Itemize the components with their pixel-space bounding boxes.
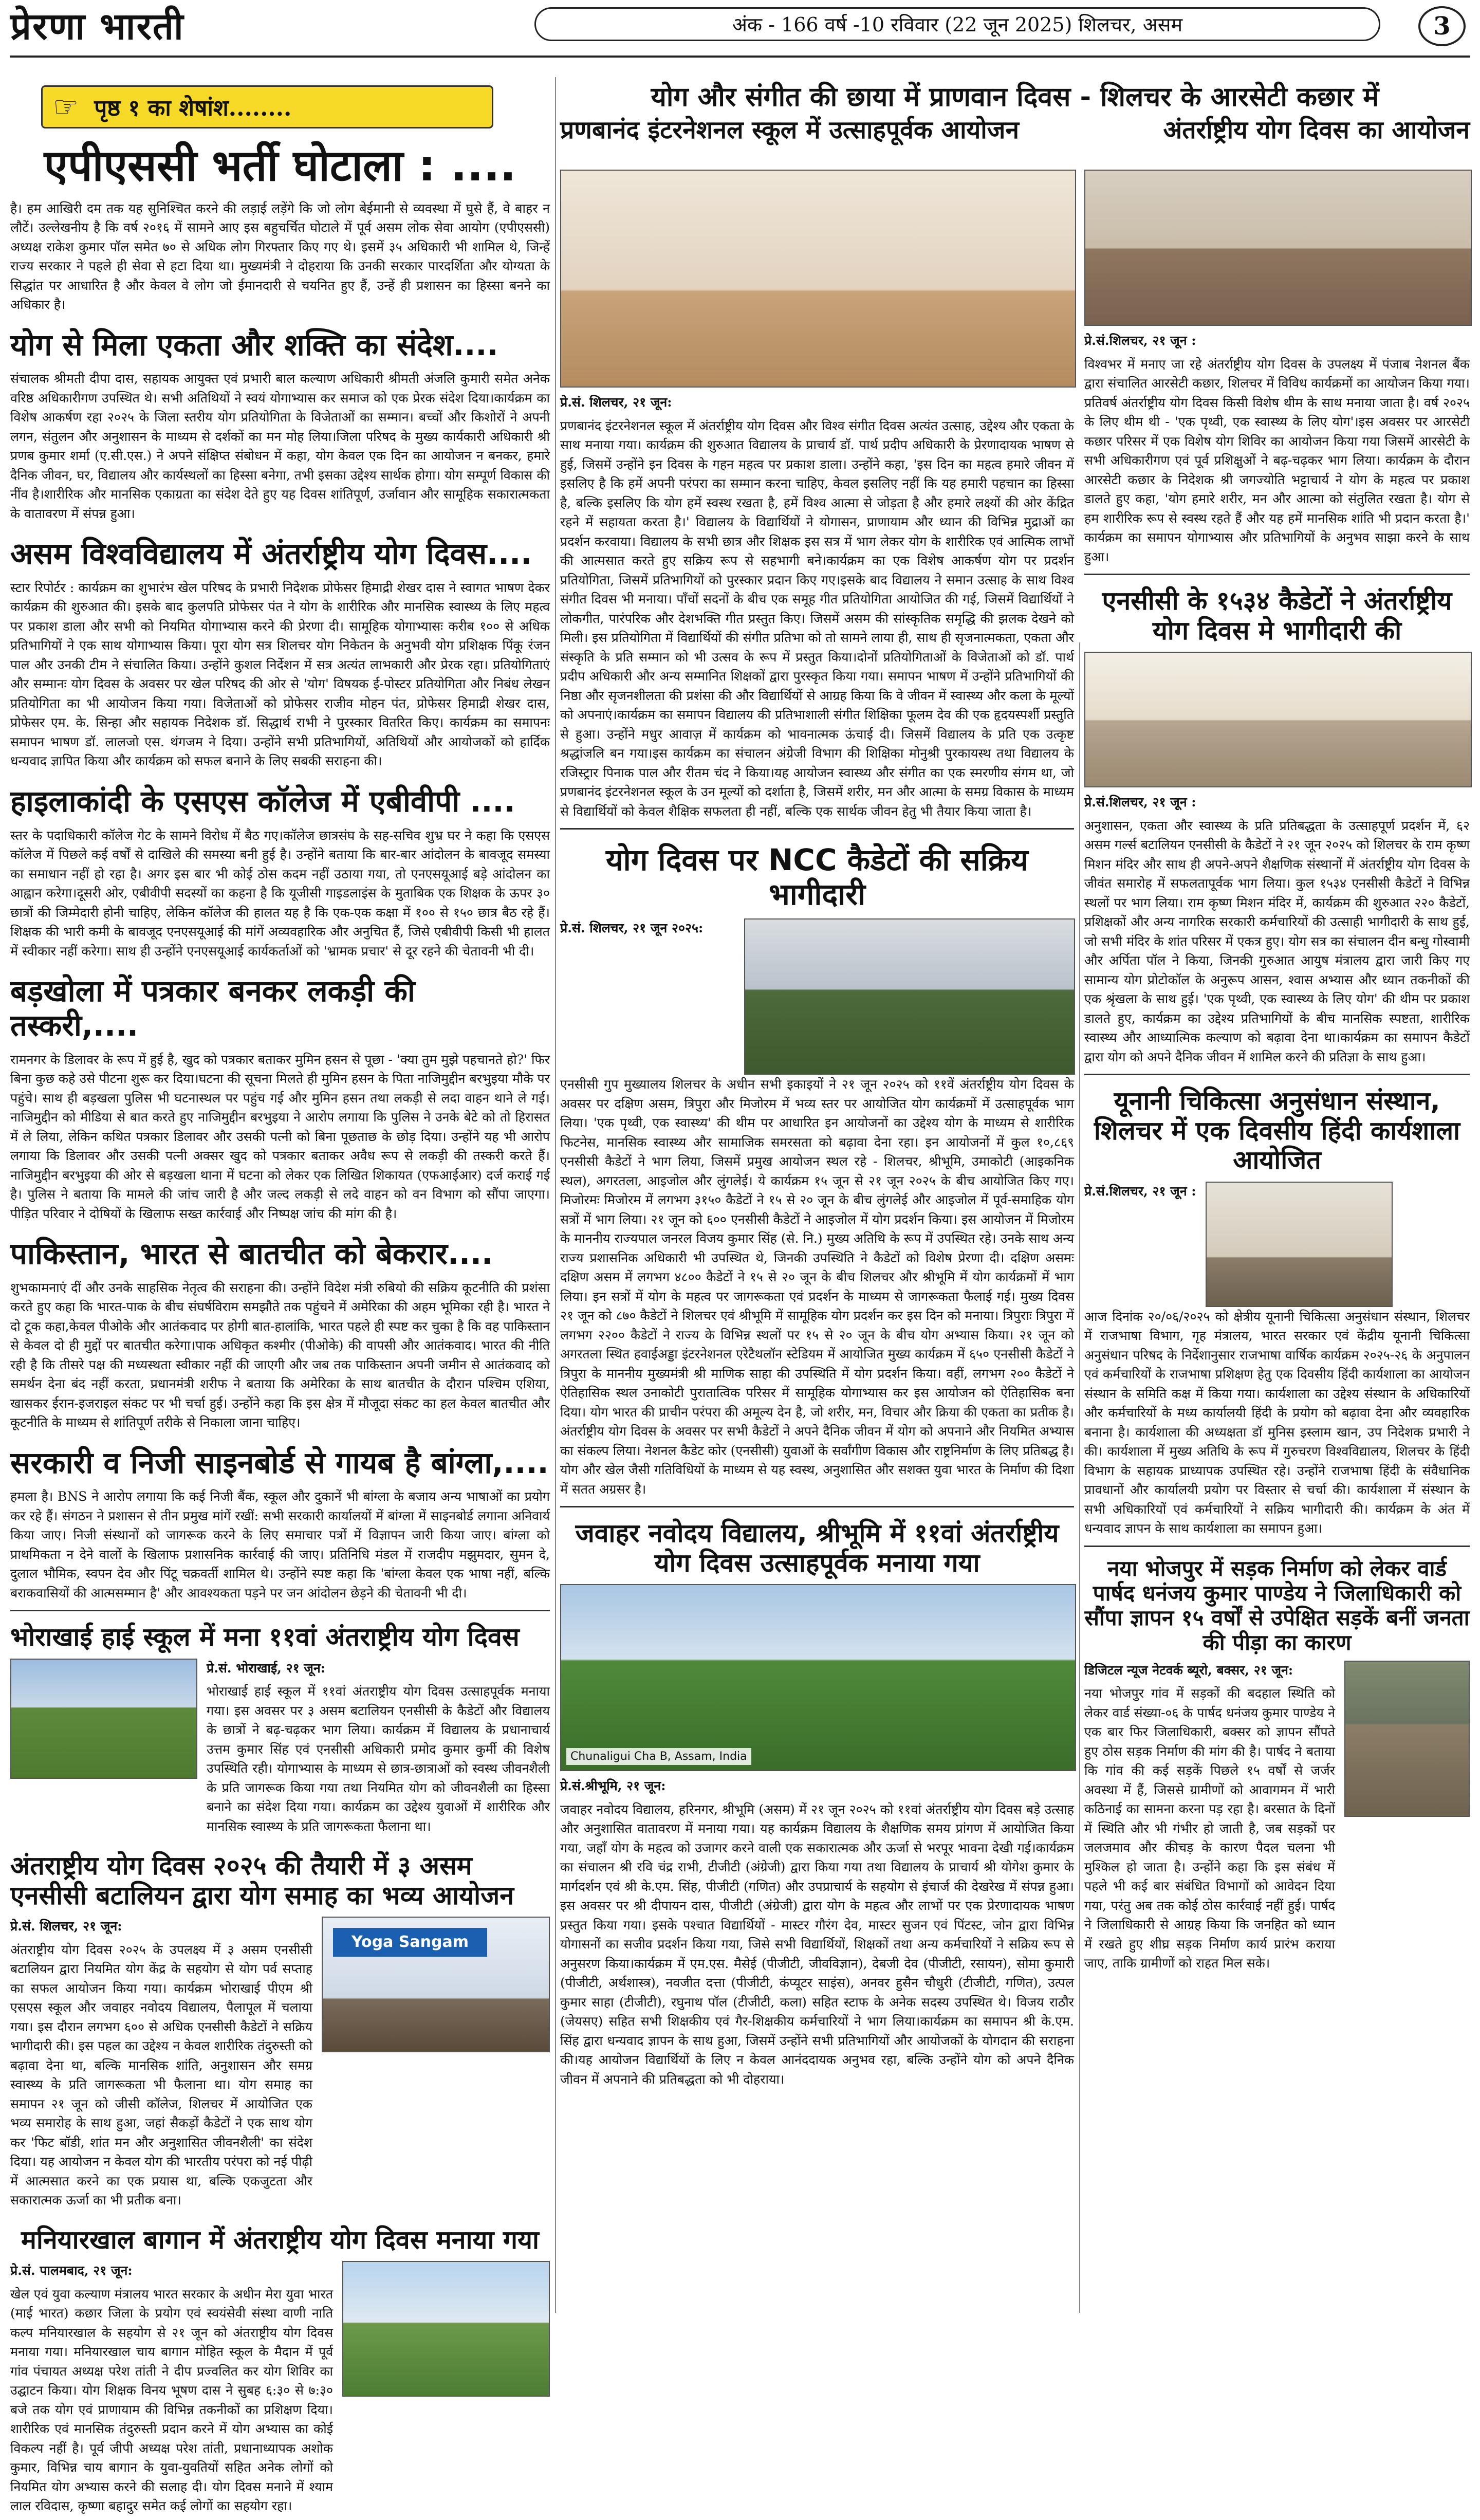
dateline: प्रे.सं.शिलचर, २१ जून : xyxy=(1084,1183,1196,1199)
story-body: खेल एवं युवा कल्याण मंत्रालय भारत सरकार के अधीन मेरा युवा भारत (माई भारत) कछार जिला के प्रयोग एवं स्वयंसेवी संस्था वाणी नाति कल्प मनियारखाल के सहयोग से २१ जून को अंतराष्ट्रीय योग दिवस मनाया गया। मनियारखाल चाय बागान मोहित स्कूल के मैदान में पूर्व गांव पंचायत अध्यक्ष परेश तांती ने दीप प्रज्वलित कर योग शिविर का उद्घाटन किया। योग शिक्षक विनय भूषण दास ने सुबह ६:३० से ७:३० बजे तक योग एवं प्राणायाम की विभिन्न तकनीकों का प्रशिक्षण दिया। शारीरिक एवं मानसिक तंदुरुस्ती प्रदान करने में योग अभ्यास का कोई विकल्प नहीं है। पूर्व जीपी अध्यक्ष परेश तांती, प्रधानाध्यापक अशोक कुमार, विभिन्न चाय बागान के युवा-युवतियों सहित अनेक लोगों को नियमित योग अभ्यास करने की सलाह दी। योग दिवस मनाने में श्याम लाल रविदास, कृष्णा बहादुर समेत कई लोगों का सहयोग रहा। xyxy=(10,2286,333,2514)
story-body: स्तर के पदाधिकारी कॉलेज गेट के सामने विरोध में बैठ गए।कॉलेज छात्रसंघ के सह-सचिव शुभ्र घर ने कहा कि एसएस कॉलेज में पिछले कई वर्षों से दाखिले की समस्या बनी हुई है। उन्होंने बताया कि बार-बार आंदोलन के बावजूद समस्या का समाधान नहीं हो रहा है। अगर इस बार भी कोई ठोस कदम नहीं उठाया गया, तो एनएसयूआई बड़े आंदोलन का आह्वान करेगा।दूसरी ओर, एबीवीपी सदस्यों का कहना है कि यूजीसी गाइडलाइंस के मुताबिक एक शिक्षक के ऊपर ३० छात्रों की जिम्मेदारी होनी चाहिए, लेकिन कॉलेज की हालत यह है कि एक-एक कक्षा में १०० से १५० छात्र बैठ रहे हैं। शिक्षक की भारी कमी के बावजूद एनएसयूआई की मांगें अव्यवहारिक और अनुचित हैं, जिसे एबीवीपी किसी भी हालत में स्वीकार नहीं करेगा। साथ ही उन्होंने एनएसयूआई कार्यकर्ताओं को 'भ्रामक प्रचार' से दूर रहने की चेतावनी भी दी। xyxy=(10,827,550,959)
dateline: प्रे.सं. भोराखाई, २१ जून: xyxy=(207,1660,325,1676)
middle-column xyxy=(560,170,1074,2313)
banner-headline-right: अंतर्राष्ट्रीय योग दिवस का आयोजन xyxy=(1163,115,1470,144)
story-body: नया भोजपुर गांव में सड़कों की बदहाल स्थिति को लेकर वार्ड संख्या-०६ के पार्षद धनंजय कुमार पाण्डेय ने एक बार फिर जिलाधिकारी, बक्सर को ज्ञापन सौंपते हुए ठोस सड़क निर्माण की मांग की है। पार्षद ने बताया कि गांव की कई सड़कें पिछले १५ वर्षों से जर्जर अवस्था में हैं, जिससे ग्रामीणों को आवागमन में भारी कठिनाई का सामना करना पड़ रहा है। बरसात के दिनों में स्थिति और भी गंभीर हो जाती है, जब सड़कों पर जलजमाव और कीचड़ के कारण पैदल चलना भी मुश्किल हो जाता है। उन्होंने कहा कि इस संबंध में पहले भी कई बार संबंधित विभागों को आवेदन दिया गया, परंतु अब तक कोई ठोस कार्रवाई नहीं हुई। पार्षद ने जिलाधिकारी से आग्रह किया कि जनहित को ध्यान में रखते हुए शीघ्र सड़क निर्माण कार्य प्रारंभ कराया जाए, ताकि ग्रामीणों को राहत मिल सके। xyxy=(1084,1686,1335,1971)
headline-bangla-signboard: सरकारी व निजी साइनबोर्ड से गायब है बांग्ला,.... xyxy=(10,1445,549,1480)
page-number: 3 xyxy=(1418,6,1466,46)
story-body: अंतराष्ट्रीय योग दिवस २०२५ के उपलक्ष्य में ३ असम एनसीसी बटालियन द्वारा नियमित योग केंद्र के सहयोग से योग पर्व सप्ताह का सफल आयोजन किया गया। कार्यक्रम भोराखाई पीएम श्री एसएस स्कूल और जवाहर नवोदय विद्यालय, पैलापूल में चलाया गया। इस दौरान लगभग ६०० से अधिक एनसीसी कैडेटों ने सक्रिय भागीदारी की। इस पहल का उद्देश्य न केवल शारीरिक तंदुरुस्ती को बढ़ावा देना था, बल्कि मानसिक शांति, अनुशासन और समग्र स्वास्थ्य के प्रति जागरूकता भी फैलाना था। योग समाह का समापन २१ जून को जीसी कॉलेज, शिलचर में आयोजित एक भव्य समारोह के साथ हुआ, जहां सैकड़ों कैडेटों ने एक साथ योग कर 'फिट बॉडी, शांत मन और अनुशासित जीवनशैली' का संदेश दिया। यह आयोजन न केवल योग की भारतीय परंपरा को नई पीढ़ी में आत्मसात करने का एक प्रयास था, बल्कि एकजुटता और सकारात्मक ऊर्जा का भी प्रतीक बना। xyxy=(10,1942,312,2208)
headline-bhojpur-road: नया भोजपुर में सड़क निर्माण को लेकर वार्ड पार्षद धनंजय कुमार पाण्डेय ने जिलाधिकारी को सौंपा ज्ञापन १५ वर्षों से उपेक्षित सड़कें बनीं जनता की पीड़ा का कारण xyxy=(1084,1555,1470,1656)
dateline: प्रे.सं.शिलचर, २१ जून : xyxy=(1084,795,1196,810)
photo-unani-workshop xyxy=(1206,1182,1393,1307)
story-body: प्रणबानंद इंटरनेशनल स्कूल में अंतर्राष्ट्रीय योग दिवस और विश्व संगीत दिवस अत्यंत उत्साह, उद्देश्य और एकता के साथ मनाया गया। कार्यक्रम की शुरुआत विद्यालय के प्राचार्य डॉ. पार्थ प्रदीप अधिकारी के प्रेरणादायक भाषण से हुई, जिसमें उन्होंने इन दिवस के गहन महत्व पर प्रकाश डाला। उन्होंने कहा, 'इस दिन का महत्व हमारे जीवन में इसलिए है कि हमें अपनी परंपरा का सम्मान करना चाहिए, केवल इसलिए नहीं कि यह हमारी पहचान का हिस्सा है, बल्कि इसलिए कि योग हमें स्वस्थ रखता है, हमें विश्व आत्मा से जोड़ता है और हमारे लक्ष्यों की ओर केंद्रित रहने में सहायता करता है।' विद्यालय के विद्यार्थियों ने योगासन, प्राणायाम और ध्यान की विभिन्न मुद्राओं का प्रदर्शन करवाया। विद्यालय के सभी छात्र और शिक्षक इस सत्र में भाग लेकर योग के शारीरिक एवं आत्मिक लाभों की आत्मसात करते हुए सक्रिय रूप से सहभागी बने।कार्यक्रम का एक विशेष आकर्षण योग पर प्रदर्शन प्रतियोगिता, जिसमें प्रतिभागियों को पुरस्कार प्रदान किए गए।इसके बाद विद्यालय ने समान उत्साह के साथ विश्व संगीत दिवस भी मनाया। पाँचों सदनों के बीच एक समूह गीत प्रतियोगिता आयोजित की गई, जिसमें विद्यार्थियों ने लोकगीत, पारंपरिक और देशभक्ति गीत प्रस्तुत किए। जिसमें असम की सांस्कृतिक समृद्धि की झलक देखने को मिली। इस प्रतियोगिता में विद्यार्थियों की संगीत प्रतिभा को तो सामने लाया ही, साथ ही सृजनात्मकता, एकता और संस्कृति के प्रति सम्मान को भी उत्सव के रूप में प्रस्तुत किया।दोनों प्रतियोगिताओं के विजेताओं को डॉ. पार्थ प्रदीप अधिकारी और अन्य सम्मानित शिक्षकों द्वारा पुरस्कृत किया गया। समापन भाषण में उन्होंने प्रतिभागियों की निष्ठा और सृजनशीलता की प्रशंसा की और विद्यार्थियों से आग्रह किया कि वे जीवन में स्वास्थ्य और कला के मूल्यों को अपनाएं।कार्यक्रम का समापन विद्यालय की प्रतिभाशाली संगीत शिक्षिका फूलम देव की एक हृदयस्पर्शी प्रस्तुति से हुआ। उन्होंने मधुर आवाज़ में कार्यक्रम को भावनात्मक ऊंचाई दी। जिसमें विद्यालय के प्रति एक उत्कृष्ट श्रद्धांजलि बन गया।इस कार्यक्रम का संचालन अंग्रेजी विभाग की शिक्षिका मोनुश्री पुरकायस्थ तथा विद्यालय के रजिस्ट्रार पिनाक पाल और रीतम चंद ने किया।यह आयोजन स्वास्थ्य और संगीत का एक स्मरणीय संगम था, जो प्रणबानंद इंटरनेशनल स्कूल के उन मूल्यों को दर्शाता है, जिसमें शरीर, मन और आत्मा के समग्र विकास के माध्यम से विद्यार्थियों को केवल शैक्षिक सफलता ही नहीं, बल्कि एक सार्थक जीवन हेतु भी तैयार किया जाता है। xyxy=(560,418,1074,819)
story-body: है। हम आखिरी दम तक यह सुनिश्चित करने की लड़ाई लड़ेंगे कि जो लोग बेईमानी से व्यवस्था में घुसे हैं, वे बाहर न लौटें। उल्लेखनीय है कि वर्ष २०१६ में सामने आए इस बहुचर्चित घोटाले में पूर्व असम लोक सेवा आयोग (एपीएससी) अध्यक्ष राकेश कुमार पॉल समेत ७० से अधिक लोग गिरफ्तार किए गए थे। इसमें ३५ अधिकारी भी शामिल थे, जिन्हें राज्य सरकार ने पहले ही सेवा से हटा दिया था। मुख्यमंत्री ने दोहराया कि उनकी सरकार पारदर्शिता और योग्यता के सिद्धांत पर आधारित है और केवल वे लोग जो ईमानदारी से चयनित हुए हैं, उन्हें ही प्रशासन का हिस्सा बनने का अधिकार है। xyxy=(10,200,550,312)
divider xyxy=(1084,574,1470,575)
dateline: प्रे.सं.श्रीभूमि, २१ जून: xyxy=(560,1778,666,1794)
story-body: रामनगर के डिलावर के रूप में हुई है, खुद को पत्रकार बताकर मुमिन हसन से पूछा - 'क्या तुम मुझे पहचानते हो?' फिर बिना कुछ कहे उसे पीटना शुरू कर दिया।घटना की सूचना मिलते ही मुमिन हसन के पिता नाजिमुद्दीन बरभुइया मौके पर पहुंचे। साथ ही बड़खला पुलिस भी घटनास्थल पर पहुंच गई और मुमिन हसन तथा लकड़ी से लदा वाहन थाने ले गई।नाजिमुद्दीन को मीडिया से बात करते हुए नाजिमुद्दीन बरभुइया ने आरोप लगाया कि पुलिस ने उनके बेटे को तो हिरासत में ले लिया, लेकिन कथित पत्रकार डिलावर और उसकी पत्नी को बिना पूछताछ के छोड़ दिया। उन्होंने यह भी आरोप लगाया कि डिलावर और उसकी पत्नी अक्सर खुद को पत्रकार बताकर अवैध रूप से लकड़ी की तस्करी करते हैं।नाजिमुद्दीन बरभुइया की ओर से बड़खला थाना में घटना को लेकर एक लिखित शिकायत (एफआईआर) दर्ज कराई गई है। पुलिस ने बताया कि मामले की जांच जारी है और जल्द लकड़ी से लदे वाहन को वन विभाग को सौंपा जाएगा। पीड़ित परिवार ने दोषियों के खिलाफ सख्त कार्रवाई और निष्पक्ष जांच की मांग की है। xyxy=(10,1052,550,1221)
photo-rseti-cachar xyxy=(1084,170,1472,326)
story-body: विश्वभर में मनाए जा रहे अंतर्राष्ट्रीय योग दिवस के उपलक्ष्य में पंजाब नेशनल बैंक द्वारा संचालित आरसेटी कछार, शिलचर में विविध कार्यक्रमों का आयोजन किया गया। प्रतिवर्ष अंतर्राष्ट्रीय योग दिवस किसी विशेष थीम के साथ मनाया जाता है। वर्ष २०२५ के लिए थीम थी - 'एक पृथ्वी, एक स्वास्थ्य के लिए योग'।इस अवसर पर आरसेटी कछार परिसर में एक विशेष योग शिविर का आयोजन किया गया जिसमें आरसेटी के सभी अधिकारीगण एवं पूर्व प्रशिक्षुओं ने बढ़-चढ़कर भाग लिया। कार्यक्रम के दौरान आरसेटी कछार के निदेशक श्री जगज्योति भट्टाचार्य ने योग के महत्व पर प्रकाश डालते हुए कहा, 'योग हमारे शरीर, मन और आत्मा को संतुलित रखता है। योग से हम शारीरिक रूप से स्वस्थ रहते हैं और यह हमें मानसिक शांति भी प्रदान करता है।' कार्यक्रम का समापन योगाभ्यास और प्रतिभागियों के अनुभव साझा करने के साथ हुआ। xyxy=(1084,356,1470,564)
photo-ramakrishna-mission xyxy=(1084,652,1472,787)
banner-headline: योग और संगीत की छाया में प्राणवान दिवस - शिलचर के आरसेटी कछार में xyxy=(651,82,1379,113)
divider xyxy=(1084,1074,1470,1075)
story-body: अनुशासन, एकता और स्वास्थ्य के प्रति प्रतिबद्धता के उत्साहपूर्ण प्रदर्शन में, ६२ असम गर्ल्स बटालियन एनसीसी के कैडेटों ने २१ जून २०२५ को शिलचर के राम कृष्ण मिशन मंदिर और साथ ही अपने-अपने शैक्षणिक संस्थानों में अंतर्राष्ट्रीय योग दिवस के जीवंत समारोह में सफलतापूर्वक भाग लिया। कुल १५३४ एनसीसी कैडेटों ने विभिन्न स्थलों पर भाग लिया। राम कृष्ण मिशन मंदिर में, कार्यक्रम की शुरुआत २२० कैडेटों, प्रशिक्षकों और अन्य नागरिक सरकारी कर्मचारियों की उत्साही भागीदारी के साथ हुई, जो सभी मंदिर के शांत परिसर में एकत्र हुए। योग सत्र का संचालन दीन बन्धु गोस्वामी और अर्पिता पॉल ने किया, जिनकी गुरुआत आयुष मंत्रालय द्वारा जारी किए गए सामान्य योग प्रोटोकॉल के अनुरूप आसन, श्वास अभ्यास और ध्यान तकनीकों की एक श्रृंखला के साथ हुई। 'एक पृथ्वी, एक स्वास्थ्य के लिए योग' की थीम पर प्रकाश डालते हुए, कार्यक्रम का उद्देश्य प्रतिभागियों के बीच मानसिक स्पष्टता, शारीरिक स्वास्थ्य और आध्यात्मिक कल्याण को बढ़ावा देना था।कार्यक्रम का समापन कैडेटों द्वारा योग को अपने दैनिक जीवन में शामिल करने की प्रतिज्ञा के साथ हुआ। xyxy=(1084,818,1470,1064)
photo-yoga-sangam xyxy=(322,1917,550,2052)
headline-navodaya: जवाहर नवोदय विद्यालय, श्रीभूमि में ११वां अंतर्राष्ट्रीय योग दिवस उत्साहपूर्वक मनाया गया xyxy=(575,1518,1059,1578)
pointing-hand-icon: ☞ xyxy=(53,90,79,124)
headline-maniyarkhal: मनियारखाल बागान में अंतराष्ट्रीय योग दिवस मनाया गया xyxy=(21,2224,539,2255)
dateline: प्रे.सं. शिलचर, २१ जून: xyxy=(10,1919,122,1934)
header-rule xyxy=(10,56,1470,58)
banner-headline-left: प्रणबानंद इंटरनेशनल स्कूल में उत्साहपूर्वक आयोजन xyxy=(560,115,1019,144)
dateline: प्रे.सं. शिलचर, २१ जून: xyxy=(560,395,672,410)
headline-unani-workshop: यूनानी चिकित्सा अनुसंधान संस्थान, शिलचर में एक दिवसीय हिंदी कार्यशाला आयोजित xyxy=(1094,1086,1460,1175)
headline-ncc-battalion: अंतराष्ट्रीय योग दिवस २०२५ की तैयारी में ३ असम एनसीसी बटालियन द्वारा योग समाह का भव्य आयोजन xyxy=(10,1851,514,1910)
photo-pranabananda-school xyxy=(560,170,1076,388)
divider xyxy=(560,1506,1074,1507)
headline-yoga-unity: योग से मिला एकता और शक्ति का संदेश.... xyxy=(10,327,498,362)
page-header xyxy=(0,0,1480,72)
right-column xyxy=(1084,170,1470,2313)
headline-bhorakhai: भोराखाई हाई स्कूल में मना ११वां अंतराष्ट्रीय योग दिवस xyxy=(10,1622,520,1652)
headline-badkhola: बड़खोला में पत्रकार बनकर लकड़ी की तस्करी,.... xyxy=(10,973,415,1043)
headline-ncc-cadets: योग दिवस पर NCC कैडेटों की सक्रिय भागीदारी xyxy=(606,842,1028,912)
story-body: आज दिनांक २०/०६/२०२५ को क्षेत्रीय यूनानी चिकित्सा अनुसंधान संस्थान, शिलचर में राजभाषा विभाग, गृह मंत्रालय, भारत सरकार एवं केंद्रीय यूनानी चिकित्सा अनुसंधान परिषद के निर्देशानुसार राजभाषा वार्षिक कार्यक्रम २०२५-२६ के अनुपालन एवं कर्मचारियों के राजभाषा प्रशिक्षण हेतु एक दिवसीय हिंदी कार्यशाला का आयोजन संस्थान के समिति कक्ष में किया गया। कार्यशाला का उद्देश्य संस्थान के अधिकारियों और कर्मचारियों के मध्य कार्यालयी हिंदी के प्रयोग को बढ़ावा देना और व्यवहारिक बनाना है। कार्यशाला की अध्यक्षता डॉ मुनिस इस्लाम खान, उप निदेशक प्रभारी ने की। कार्यशाला में मुख्य अतिथि के रूप में गुरुचरण विश्वविद्यालय, शिलचर के हिंदी विभाग के सहायक प्राध्यापक उपस्थित रहे। उन्होंने राजभाषा हिंदी के संवैधानिक प्रावधानों और कार्यालयी प्रयोग पर विस्तार से चर्चा की। कार्यशाला में संस्थान के सभी अधिकारियों एवं कर्मचारियों ने सक्रिय भागीदारी की। कार्यक्रम के अंत में धन्यवाद ज्ञापन के साथ कार्यशाला का समापन हुआ। xyxy=(1084,1309,1470,1536)
left-column xyxy=(10,77,550,2514)
story-body: एनसीसी गुप मुख्यालय शिलचर के अधीन सभी इकाइयों ने २१ जून २०२५ को ११वें अंतर्राष्ट्रीय योग दिवस के अवसर पर दक्षिण असम, त्रिपुरा और मिजोरम में भव्य स्तर पर आयोजित योग कार्यक्रमों में उत्साहपूर्वक भाग लिया। 'एक पृथ्वी, एक स्वास्थ्य' की थीम पर आधारित इन आयोजनों का उद्देश्य योग के माध्यम से शारीरिक फिटनेस, मानसिक स्वास्थ्य और सामाजिक समरसता को बढ़ावा देना रहा। इन आयोजनों में कुल १०,८६९ एनसीसी कैडेटों ने भाग लिया, जिसमें प्रमुख आयोजन स्थल रहे - शिलचर, श्रीभूमि, उमाकोटी (आइकनिक स्थल), अगरतला, आइजोल और लुंगलेई। ये कार्यक्रम १५ जून से २१ जून २०२५ के बीच आयोजित किए गए। मिजोरमः मिजोरम में लगभग ३१५० कैडेटों ने १५ से २० जून के बीच लुंगलेई और आइजोल में पूर्व-समाहिक योग सत्रों में भाग लिया। २१ जून को ६०० एनसीसी कैडेटों ने आइजोल में योग प्रदर्शन किया। इस आयोजन में मिजोरम के माननीय राज्यपाल जनरल विजय कुमार सिंह (से. नि.) मुख्य अतिथि के रूप में उपस्थित रहे। उनके साथ अन्य राज्य प्रशासनिक अधिकारी भी उपस्थित थे, जिनकी उपस्थिति ने कैडेटों को विशेष प्रेरणा दी। दक्षिण असमः दक्षिण असम में लगभग ४८०० कैडेटों ने १५ से २० जून के बीच शिलचर और श्रीभूमि में योग कार्यक्रमों में भाग लिया। इन सत्रों में योग के महत्व पर जागरूकता एवं प्रदर्शन के माध्यम से जागरूकता फैलाई गई। मुख्य दिवस २१ जून को ८७० कैडेटों ने शिलचर एवं श्रीभूमि में सामूहिक योग प्रदर्शन कर इस दिन को मनाया। त्रिपुराः त्रिपुरा में लगभग २२०० कैडेटों ने राज्य के विभिन्न स्थलों पर १५ से २० जून के बीच योग अभ्यास किया। २१ जून को अगरतला स्थित हवाईअड्डा इंटरनेशनल एरेटैथलॉन स्टेडियम में आयोजित मुख्य कार्यक्रम में ६५० एनसीसी कैडेटों ने त्रिपुरा के माननीय मुख्यमंत्री श्री माणिक साहा की उपस्थिति में योग प्रदर्शन किया। वहीं, लगभग २०० कैडेटों ने ऐतिहासिक स्थल उनाकोटी पुरातात्विक परिसर में सामूहिक योगाभ्यास कर इस आयोजन को ऐतिहासिक बना दिया। योग भारत की प्राचीन परंपरा की अमूल्य देन है, जो शरीर, मन, विचार और क्रिया की एकता का प्रतीक है। अंतर्राष्ट्रीय योग दिवस के अवसर पर सभी कैडेटों ने अपने दैनिक जीवन में योग को अपनाने और नियमित अभ्यास का संकल्प लिया। नेशनल कैडेट कोर (एनसीसी) युवाओं के सर्वांगीण विकास और राष्ट्रनिर्माण के लिए प्रतिबद्ध है। योग और खेल जैसी गतिविधियों के माध्यम से यह स्वस्थ, अनुशासित और सशक्त युवा भारत के निर्माण की दिशा में सतत अग्रसर है। xyxy=(560,1077,1074,1497)
photo-ncc-yoga xyxy=(744,918,1075,1075)
top-banner xyxy=(560,77,1470,170)
dateline: डिजिटल न्यूज नेटवर्क ब्यूरो, बक्सर, २१ जून: xyxy=(1084,1662,1293,1678)
story-body: स्टार रिपोर्टर : कार्यक्रम का शुभारंभ खेल परिषद के प्रभारी निदेशक प्रोफेसर हिमाद्री शेखर दास ने स्वागत भाषण देकर कार्यक्रम की शुरुआत की। इसके बाद कुलपति प्रोफेसर पंत ने योग के शारीरिक और मानसिक स्वास्थ्य के लिए महत्व पर प्रकाश डाला और सभी को नियमित योगाभ्यास करने की प्रेरणा दी। सामूहिक योगाभ्यासः करीब १०० से अधिक प्रतिभागियों ने एक साथ योगाभ्यास किया। पूरा योग सत्र शिलचर योग निकेतन के अनुभवी योग प्रशिक्षक पिंकू रंजन पाल और उनकी टीम ने संचालित किया। उन्होंने कुशल निर्देशन में सत्र अत्यंत लाभकारी और प्रेरक रहा। प्रतियोगिताएं और सम्मानः योग दिवस के अवसर पर खेल परिषद की ओर से 'योग' विषयक ई-पोस्टर प्रतियोगिता और निबंध लेखन प्रतियोगिता का भी आयोजन किया गया। विजेताओं को प्रोफेसर राजीव मोहन पंत, प्रोफेसर हिमाद्री शेखर दास, प्रोफेसर एम. के. सिन्हा और सहायक निदेशक डॉ. सिद्धार्थ राभी ने पुरस्कार वितरित किए। कार्यक्रम का समापनः समापन भाषण डॉ. लालजो एस. थंगजम ने दिया। उन्होंने सभी प्रतिभागियों, अतिथियों और आयोजकों को हार्दिक धन्यवाद ज्ञापित किया और कार्यक्रम को सफल बनाने के लिए सबकी सराहना की। xyxy=(10,580,550,769)
headline-apsc: एपीएससी भर्ती घोटाला : .... xyxy=(44,140,516,191)
dateline: प्रे.सं.शिलचर, २१ जून : xyxy=(1084,333,1196,348)
headline-pakistan: पाकिस्तान, भारत से बातचीत को बेकरार.... xyxy=(10,1236,493,1272)
issue-dateline: अंक - 166 वर्ष -10 रविवार (22 जून 2025) शिलचर, असम xyxy=(534,7,1380,41)
photo-bhorakhai-yoga xyxy=(10,1659,197,1779)
column-divider xyxy=(1079,642,1080,2313)
column-divider xyxy=(555,77,556,2313)
continued-label: पृष्ठ १ का शेषांश........ xyxy=(94,95,292,121)
photo-navodaya-yoga xyxy=(560,1584,1076,1771)
story-body: भोराखाई हाई स्कूल में ११वां अंतराष्ट्रीय योग दिवस उत्साहपूर्वक मनाया गया। इस अवसर पर ३ असम बटालियन एनसीसी के कैडेटों और विद्यालय के छात्रों ने बढ़-चढ़कर भाग लिया। कार्यक्रम में विद्यालय के प्रधानाचार्य उत्तम कुमार सिंह एवं एनसीसी अधिकारी प्रमोद कुमार कुर्मी की विशेष उपस्थिति रही। योगाभ्यास के माध्यम से छात्र-छात्राओं को स्वस्थ जीवनशैली के प्रति जागरूक किया गया तथा नियमित योग को जीवनशैली का हिस्सा बनाने का संदेश दिया गया। कार्यक्रम का उद्देश्य युवाओं में शारीरिक और मानसिक स्वास्थ्य के प्रति जागरूकता फैलाना था। xyxy=(207,1684,550,1834)
yoga-sangam-banner: Yoga Sangam xyxy=(333,1928,487,1957)
dateline: प्रे.सं. शिलचर, २१ जून २०२५: xyxy=(560,921,704,936)
masthead: प्रेरणा भारती xyxy=(10,4,184,48)
divider xyxy=(10,1610,550,1611)
photo-caption: Chunaligui Cha B, Assam, India xyxy=(566,1748,751,1765)
headline-ncc-1534: एनसीसी के १५३४ कैडेटों ने अंतर्राष्ट्रीय योग दिवस मे भागीदारी की xyxy=(1102,586,1452,646)
story-body: हमला है। BNS ने आरोप लगाया कि कई निजी बैंक, स्कूल और दुकानें भी बांग्ला के बजाय अन्य भाषाओं का प्रयोग कर रहे हैं। संगठन ने प्रशासन से तीन प्रमुख मांगें रखीं: सभी सरकारी कार्यालयों में बांग्ला में साइनबोर्ड लगाना अनिवार्य किया जाए। निजी संस्थानों को जागरूक करने के लिए समाचार पत्रों में विज्ञापन जारी किया जाए। बांग्ला को प्राथमिकता न देने वालों के खिलाफ प्रशासनिक कार्रवाई की जाए। प्रतिनिधि मंडल में राजदीप मझुमदार, सुमन दे, दुलाल भौमिक, स्वपन देव और पिंटू चक्रवर्ती शामिल थे। उन्होंने स्पष्ट कहा कि 'बांग्ला केवल एक भाषा नहीं, बल्कि बराकवासियों की आत्मसम्मान है' और आवश्यकता पड़ने पर जन आंदोलन छेड़ने की चेतावनी भी दी। xyxy=(10,1489,550,1601)
dateline: प्रे.सं. पालमबाद, २१ जून: xyxy=(10,2263,133,2278)
headline-ss-college: हाइलाकांदी के एसएस कॉलेज में एबीवीपी .... xyxy=(10,783,515,819)
photo-maniyarkhal xyxy=(342,2261,550,2397)
story-body: संचालक श्रीमती दीपा दास, सहायक आयुक्त एवं प्रभारी बाल कल्याण अधिकारी श्रीमती अंजलि कुमारी समेत अनेक वरिष्ठ अधिकारीगण उपस्थित थे। सभी अतिथियों ने स्वयं योगाभ्यास कर समाज को एक प्रेरक संदेश दिया।कार्यक्रम का विशेष आकर्षण रहा २०२५ के जिला स्तरीय योग प्रतियोगिता के विजेताओं का सम्मान। बच्चों और किशोरों ने अपनी लगन, संतुलन और अनुशासन के माध्यम से दर्शकों का मन मोह लिया।जिला परिषद के मुख्य कार्यकारी अधिकारी श्री प्रणब कुमार शर्मा (ए.सी.एस.) ने अपने संक्षिप्त संबोधन में कहा, योग केवल एक दिन का आयोजन न बनकर, हमारे दैनिक जीवन, घर, विद्यालय और कार्यस्थलों का हिस्सा बनेगा, तभी इसका उद्देश्य सार्थक होगा। योग सम्पूर्ण विकास की नींव है।शारीरिक और मानसिक एकाग्रता का संदेश देते हुए यह दिवस शांतिपूर्ण, उर्जावान और सामूहिक सकारात्मकता के वातावरण में संपन्न हुआ। xyxy=(10,371,550,521)
divider xyxy=(1084,1546,1470,1547)
photo-bhojpur-road xyxy=(1344,1661,1470,1817)
divider xyxy=(560,828,1074,830)
continued-banner xyxy=(41,85,493,128)
story-body: जवाहर नवोदय विद्यालय, हरिनगर, श्रीभूमि (असम) में २१ जून २०२५ को ११वां अंतर्राष्ट्रीय योग दिवस बड़े उत्साह और अनुशासित वातावरण में मनाया गया। यह कार्यक्रम विद्यालय के शैक्षणिक समय प्रांगण में आयोजित किया गया, जहाँ योग के महत्व को उजागर करने वाली एक सकारात्मक और ऊर्जा से भरपूर भावना देखी गई।कार्यक्रम का संचालन श्री रवि चंद्र राभी, टीजीटी (अंग्रेजी) द्वारा किया गया तथा विद्यालय के प्राचार्य श्री योगेश कुमार के मार्गदर्शन एवं श्री के.एम. सिंह, पीजीटी (गणित) और उपप्राचार्य के सहयोग से इंचार्ज की देखरेख में संपन्न हुआ। इस अवसर पर श्री दीपायन दास, पीजीटी (अंग्रेजी) द्वारा योग के महत्व और लाभों पर एक प्रेरणादायक भाषण प्रस्तुत किया गया। इसके पश्चात विद्यार्थियों - मास्टर गौरंग देव, मास्टर सुजन एवं पिंटस्ट, जोन द्वारा विभिन्न योगासनों का सजीव प्रदर्शन किया गया, जिसे सभी विद्यार्थियों, शिक्षकों तथा अन्य कर्मचारियों ने सक्रिय रूप से अनुसरण किया।कार्यक्रम में एम.एस. मैसेई (पीजीटी, जीवविज्ञान), देबजी देव (पीजीटी, रसायन), सोमा कुमारी (पीजीटी, अर्थशास्त्र), नवजीत दत्ता (पीजीटी, कंप्यूटर साइंस), अनवर हुसैन चौधुरी (टीजीटी, गणित), उत्पल कुमार साहा (टीजीटी), रघुनाथ पॉल (टीजीटी, कला) सहित स्टाफ के अनेक सदस्य उपस्थित थे। विजय राठौर (जेयसए) सहित सभी शिक्षकीय एवं गैर-शिक्षकीय कर्मचारियों ने भाग लिया।कार्यक्रम का समापन श्री के.एम. सिंह द्वारा धन्यवाद ज्ञापन के साथ हुआ, जिसमें उन्होंने सभी प्रतिभागियों और आयोजकों के योगदान की सराहना की।यह आयोजन विद्यार्थियों के लिए न केवल आनंददायक अनुभव रहा, बल्कि उन्होंने योग को अपने दैनिक जीवन में अपनाने की प्रतिबद्धता को भी दोहराया। xyxy=(560,1801,1074,2087)
story-body: शुभकामनाएं दीं और उनके साहसिक नेतृत्व की सराहना की। उन्होंने विदेश मंत्री रुबियो की सक्रिय कूटनीति की प्रशंसा करते हुए कहा कि भारत-पाक के बीच संघर्षविराम समझौते तक पहुंचने में अमेरिका की अहम भूमिका रही है। भारत ने दो टूक कहा,केवल पीओके और आतंकवाद पर होगी बात-हालांकि, भारत पहले ही स्पष्ट कर चुका है कि वह पाकिस्तान से केवल दो ही मुद्दों पर बातचीत करेगा।पाक अधिकृत कश्मीर (पीओके) की वापसी और आतंकवाद। भारत की नीति रही है कि तीसरे पक्ष की मध्यस्थता स्वीकार नहीं की जाएगी और जब तक पाकिस्तान अपनी जमीन से आतंकवाद को समर्थन देना बंद नहीं करता, प्रधानमंत्री शरीफ ने बताया कि अमेरिका के साथ बातचीत के दौरान पश्चिम एशिया, खासकर ईरान-इजराइल संकट पर भी चर्चा हुई। उन्होंने कहा कि इस क्षेत्र में मौजूदा संकट का हल केवल बातचीत और कूटनीति के माध्यम से शांतिपूर्ण तरीके से निकाला जाना चाहिए। xyxy=(10,1280,550,1430)
headline-assam-university: असम विश्वविद्यालय में अंतर्राष्ट्रीय योग दिवस.... xyxy=(10,536,532,572)
